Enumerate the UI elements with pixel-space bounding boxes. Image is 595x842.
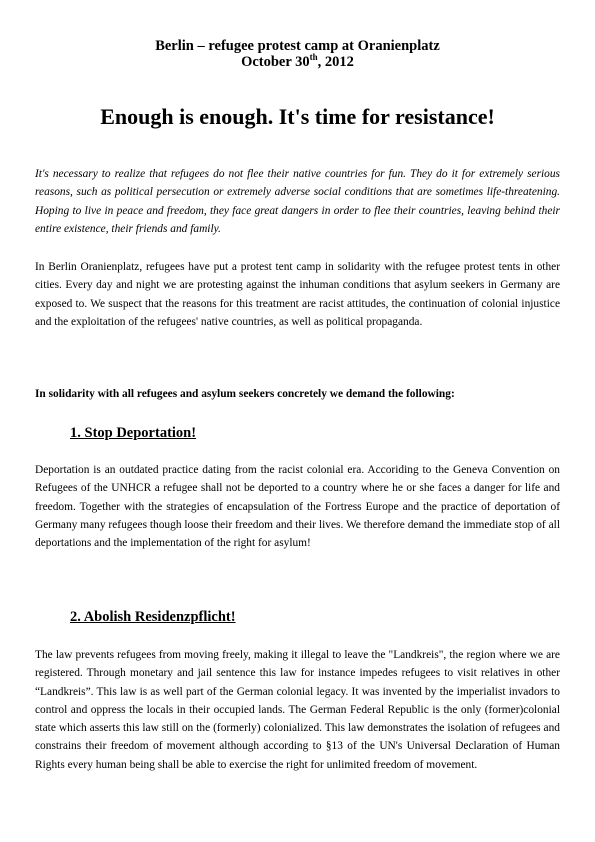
header-date-suffix: th (309, 52, 318, 63)
section-heading-deportation: 1. Stop Deportation! (70, 425, 197, 441)
header-date-rest: , 2012 (317, 54, 354, 70)
headline: Enough is enough. It's time for resistance! (100, 104, 495, 129)
header-date (0, 54, 595, 70)
section-body-residenzpflicht: The law prevents refugees from moving freely, making it illegal to leave the "Landkreis", the region where we are registered. Through monetary and jail sentence this law for instance impedes refugees to visit relatives in other “Landkreis”. This law is as well part of the German colonial legacy. It was invented by the imperialist invadors to control and oppress the locals in their occupied lands. The German Federal Republic is the only (former)colonial state which asserts this law still on the (formerly) colonialized. This law demonstrates the isolation of refugees and constrains their freedom of movement although according to §13 of the UN's Universal Declaration of Human Rights every human being shall be able to exercise the right for unlimited freedom of movement. (35, 649, 560, 771)
demand-intro: In solidarity with all refugees and asylum seekers concretely we demand the following: (35, 388, 455, 400)
section-body-deportation: Deportation is an outdated practice dating from the racist colonial era. Accoriding to the Geneva Convention on Refugees of the UNHCR a refugee shall not be deported to a country where he or she faces a danger for life and freedom. Together with the strategies of encapsulation of the Fortress Europe and the practice of deportation of Germany many refugees though loose their freedom and their lives. We therefore demand the immediate stop of all deportations and the implementation of the right for asylum! (35, 464, 560, 550)
header-location: Berlin – refugee protest camp at Oranienplatz (155, 38, 440, 54)
header-date-prefix: October 30 (241, 54, 310, 70)
intro-body-paragraph: In Berlin Oranienplatz, refugees have put a protest tent camp in solidarity with the refugee protest tents in other cities. Every day and night we are protesting against the inhuman conditions that asylum seekers in Germany are exposed to. We suspect that the reasons for this treatment are racist attitudes, the continuation of colonial injustice and the exploitation of the refugees' native countries, as well as political propaganda. (35, 261, 560, 328)
intro-italic-paragraph: It's necessary to realize that refugees do not flee their native countries for fun. They do it for extremely serious reasons, such as political persecution or extremely adverse social conditions that are sometimes life-threatening. Hoping to live in peace and freedom, they face great dangers in order to flee their countries, leaving behind their entire existence, their friends and family. (35, 168, 560, 235)
section-heading-residenzpflicht: 2. Abolish Residenzpflicht! (70, 609, 236, 625)
document-header (0, 38, 595, 70)
